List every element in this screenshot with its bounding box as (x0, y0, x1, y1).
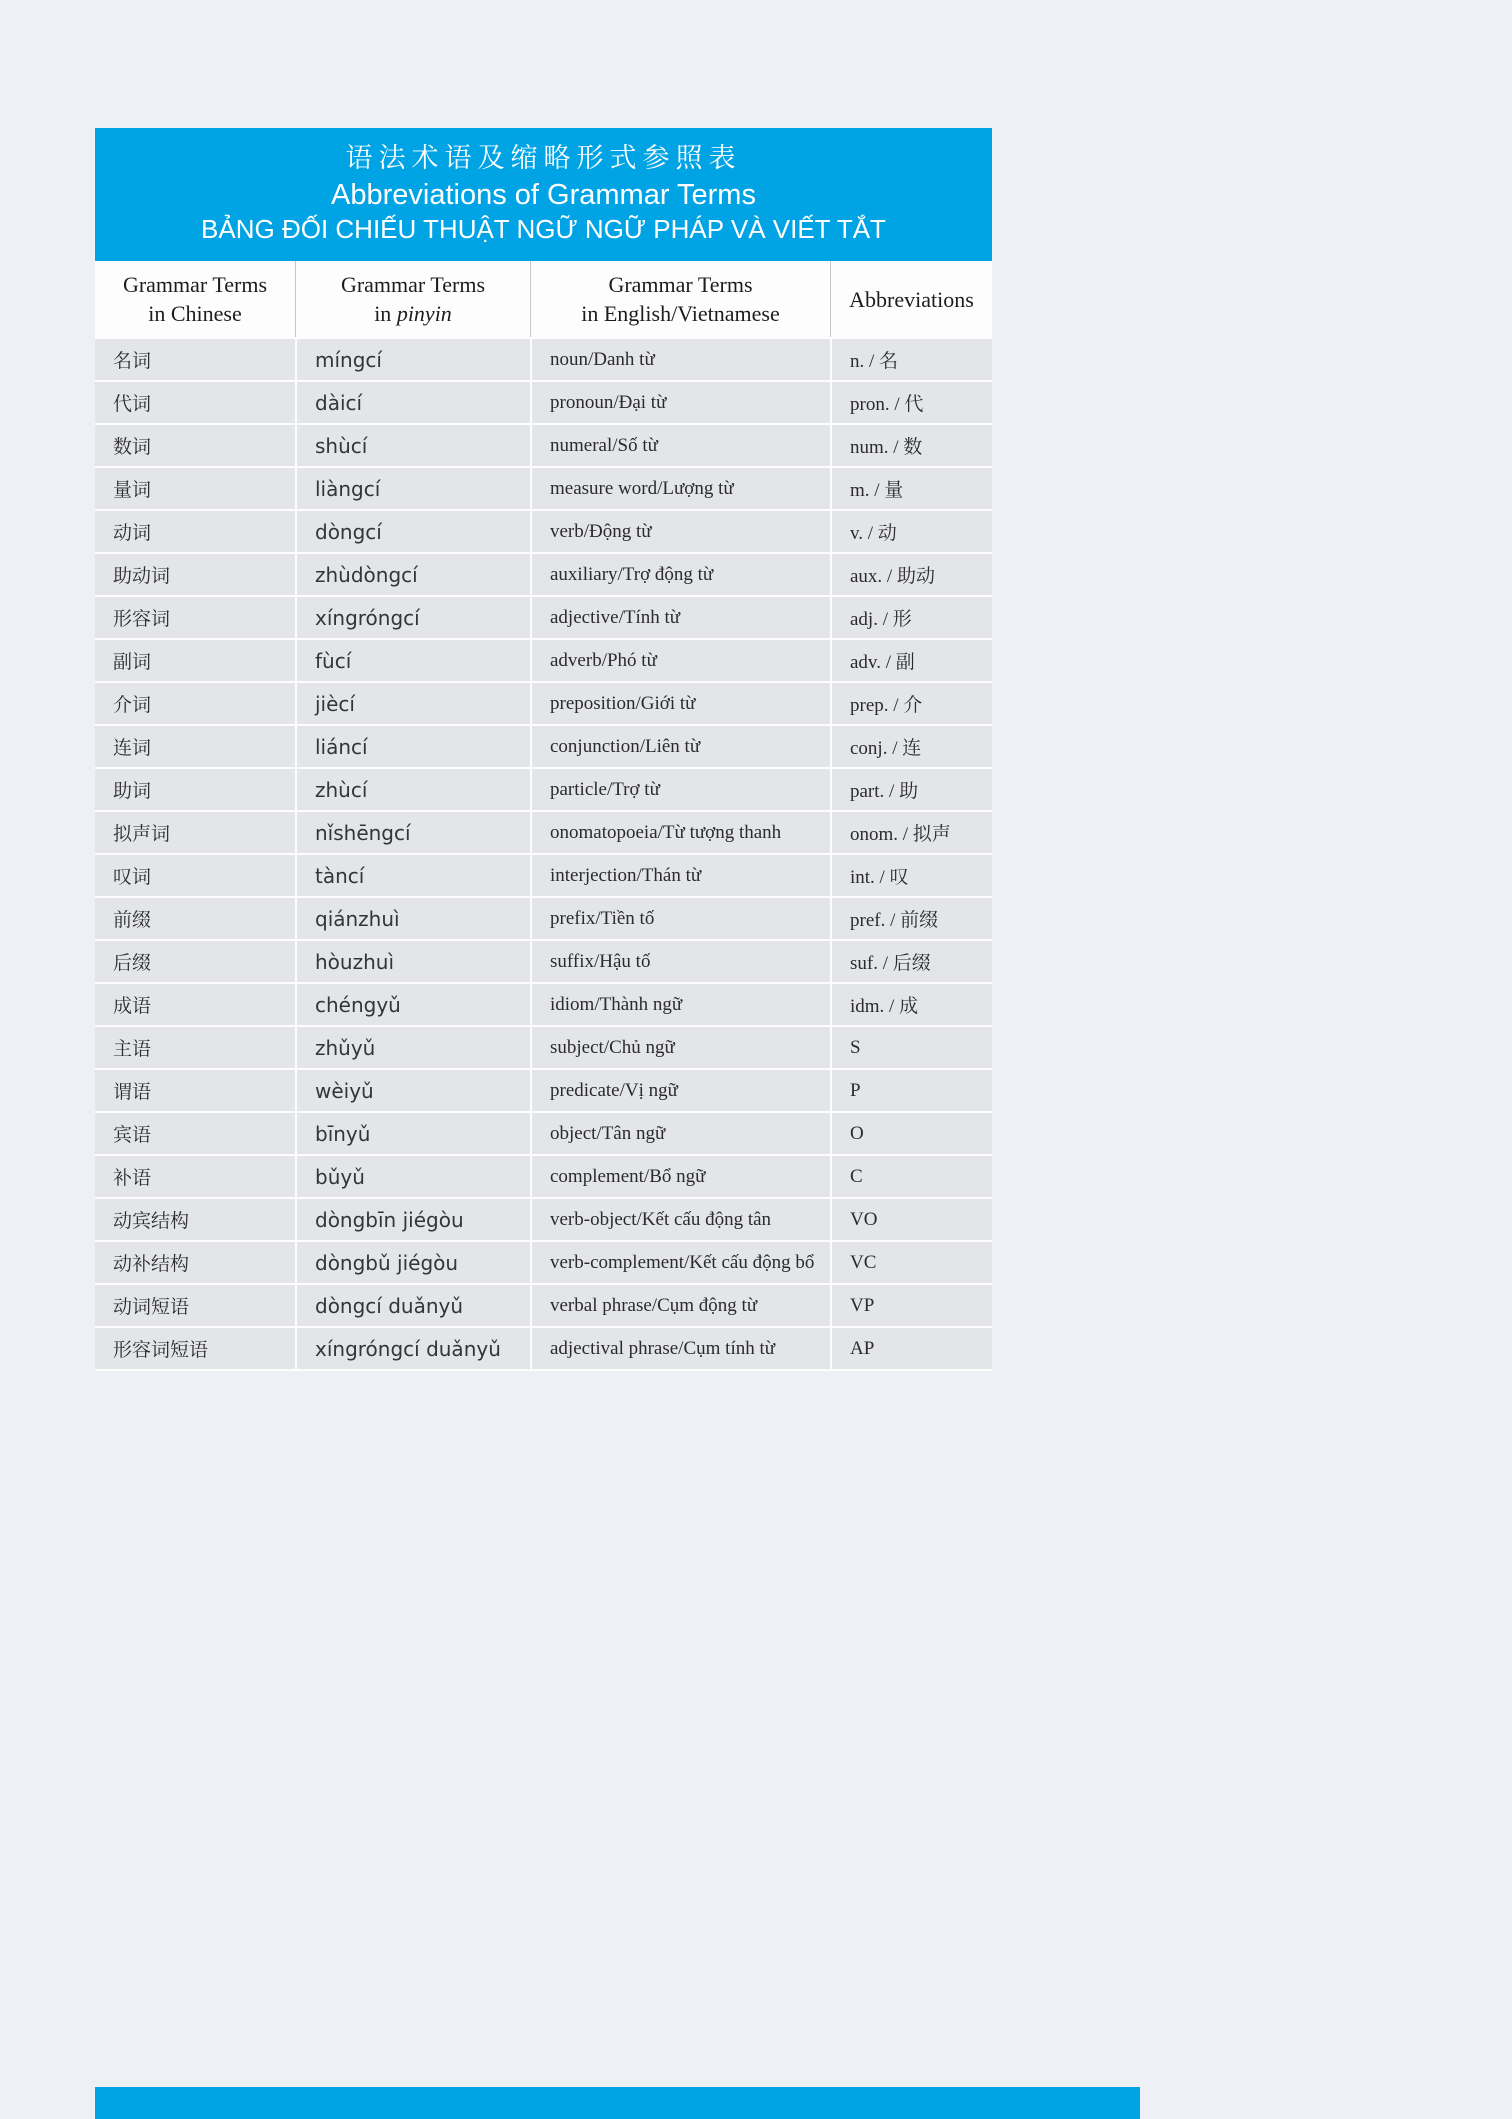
cell-english-vietnamese: idiom/Thành ngữ (530, 984, 830, 1025)
table-row (95, 468, 992, 509)
cell-english-vietnamese: verbal phrase/Cụm động từ (530, 1285, 830, 1326)
cell-abbreviation: O (830, 1113, 992, 1154)
cell-english-vietnamese: auxiliary/Trợ động từ (530, 554, 830, 595)
cell-abbreviation: S (830, 1027, 992, 1068)
cell-pinyin: zhǔyǔ (295, 1027, 530, 1068)
cell-abbreviation: C (830, 1156, 992, 1197)
cell-pinyin: jiècí (295, 683, 530, 724)
table-row (95, 812, 992, 853)
column-header-pinyin (295, 261, 530, 337)
cell-chinese: 副词 (95, 640, 295, 681)
cell-pinyin: fùcí (295, 640, 530, 681)
cell-english-vietnamese: subject/Chủ ngữ (530, 1027, 830, 1068)
column-header-line: Grammar Terms (340, 272, 486, 297)
cell-english-vietnamese: object/Tân ngữ (530, 1113, 830, 1154)
cell-english-vietnamese: onomatopoeia/Từ tượng thanh (530, 812, 830, 853)
cell-chinese: 动词 (95, 511, 295, 552)
cell-pinyin: zhùdòngcí (295, 554, 530, 595)
cell-chinese: 谓语 (95, 1070, 295, 1111)
column-header-chinese (95, 261, 295, 337)
cell-chinese: 补语 (95, 1156, 295, 1197)
cell-chinese: 动宾结构 (95, 1199, 295, 1240)
cell-abbreviation: pron. / 代 (830, 382, 992, 423)
cell-abbreviation: n. / 名 (830, 339, 992, 380)
cell-abbreviation: m. / 量 (830, 468, 992, 509)
table-row (95, 855, 992, 896)
table-row (95, 941, 992, 982)
column-headers (95, 261, 992, 337)
table-row (95, 640, 992, 681)
column-header-line: Grammar Terms (122, 272, 268, 297)
cell-english-vietnamese: verb-object/Kết cấu động tân (530, 1199, 830, 1240)
cell-chinese: 介词 (95, 683, 295, 724)
table-row (95, 769, 992, 810)
cell-chinese: 后缀 (95, 941, 295, 982)
table-row (95, 1199, 992, 1240)
cell-pinyin: nǐshēngcí (295, 812, 530, 853)
cell-chinese: 叹词 (95, 855, 295, 896)
table-title-banner (95, 128, 992, 261)
cell-english-vietnamese: adjective/Tính từ (530, 597, 830, 638)
cell-english-vietnamese: particle/Trợ từ (530, 769, 830, 810)
cell-chinese: 形容词短语 (95, 1328, 295, 1369)
cell-abbreviation: prep. / 介 (830, 683, 992, 724)
column-header-line: Abbreviations (849, 286, 974, 312)
cell-abbreviation: VP (830, 1285, 992, 1326)
table-title-vietnamese: BẢNG ĐỐI CHIẾU THUẬT NGỮ NGỮ PHÁP VÀ VIẾT TẮT (201, 214, 886, 244)
column-header-english-vietnamese (530, 261, 830, 337)
cell-pinyin: dòngbīn jiégòu (295, 1199, 530, 1240)
table-row (95, 1070, 992, 1111)
table-row (95, 1113, 992, 1154)
cell-pinyin: bǔyǔ (295, 1156, 530, 1197)
table-row (95, 1027, 992, 1068)
cell-english-vietnamese: verb/Động từ (530, 511, 830, 552)
cell-abbreviation: adv. / 副 (830, 640, 992, 681)
table-row (95, 898, 992, 939)
cell-abbreviation: AP (830, 1328, 992, 1369)
cell-chinese: 动补结构 (95, 1242, 295, 1283)
table-title-english: Abbreviations of Grammar Terms (331, 179, 756, 211)
column-header-line: Grammar Terms (608, 272, 753, 297)
cell-abbreviation: part. / 助 (830, 769, 992, 810)
cell-english-vietnamese: conjunction/Liên từ (530, 726, 830, 767)
cell-abbreviation: VO (830, 1199, 992, 1240)
cell-pinyin: dàicí (295, 382, 530, 423)
cell-chinese: 形容词 (95, 597, 295, 638)
cell-abbreviation: VC (830, 1242, 992, 1283)
cell-english-vietnamese: numeral/Số từ (530, 425, 830, 466)
cell-abbreviation: idm. / 成 (830, 984, 992, 1025)
cell-english-vietnamese: complement/Bổ ngữ (530, 1156, 830, 1197)
column-header-line: in English/Vietnamese (581, 301, 780, 326)
grammar-terms-table (95, 337, 992, 1371)
table-row (95, 554, 992, 595)
column-header-abbreviations (830, 261, 992, 337)
table-row (95, 425, 992, 466)
column-header-line: in Chinese (148, 301, 242, 326)
table-row (95, 1156, 992, 1197)
table-row (95, 683, 992, 724)
cell-abbreviation: P (830, 1070, 992, 1111)
cell-pinyin: wèiyǔ (295, 1070, 530, 1111)
cell-pinyin: míngcí (295, 339, 530, 380)
cell-abbreviation: num. / 数 (830, 425, 992, 466)
footer-band (95, 2087, 1140, 2119)
cell-pinyin: hòuzhuì (295, 941, 530, 982)
cell-chinese: 主语 (95, 1027, 295, 1068)
cell-english-vietnamese: verb-complement/Kết cấu động bổ (530, 1242, 830, 1283)
cell-chinese: 连词 (95, 726, 295, 767)
cell-pinyin: dòngcí duǎnyǔ (295, 1285, 530, 1326)
cell-chinese: 前缀 (95, 898, 295, 939)
table-row (95, 339, 992, 380)
cell-pinyin: xíngróngcí duǎnyǔ (295, 1328, 530, 1369)
cell-pinyin: qiánzhuì (295, 898, 530, 939)
cell-english-vietnamese: adverb/Phó từ (530, 640, 830, 681)
table-body (95, 339, 992, 1369)
table-row (95, 1285, 992, 1326)
cell-english-vietnamese: prefix/Tiền tố (530, 898, 830, 939)
cell-chinese: 数词 (95, 425, 295, 466)
cell-pinyin: xíngróngcí (295, 597, 530, 638)
cell-abbreviation: conj. / 连 (830, 726, 992, 767)
cell-pinyin: dòngcí (295, 511, 530, 552)
cell-abbreviation: pref. / 前缀 (830, 898, 992, 939)
cell-chinese: 名词 (95, 339, 295, 380)
cell-chinese: 成语 (95, 984, 295, 1025)
cell-abbreviation: int. / 叹 (830, 855, 992, 896)
table-row (95, 511, 992, 552)
cell-chinese: 动词短语 (95, 1285, 295, 1326)
table-row (95, 726, 992, 767)
cell-pinyin: bīnyǔ (295, 1113, 530, 1154)
cell-chinese: 宾语 (95, 1113, 295, 1154)
cell-pinyin: liàngcí (295, 468, 530, 509)
cell-abbreviation: aux. / 助动 (830, 554, 992, 595)
table-row (95, 382, 992, 423)
table-row (95, 984, 992, 1025)
table-row (95, 597, 992, 638)
cell-abbreviation: onom. / 拟声 (830, 812, 992, 853)
grammar-terms-sheet (95, 128, 992, 1371)
cell-english-vietnamese: noun/Danh từ (530, 339, 830, 380)
cell-english-vietnamese: preposition/Giới từ (530, 683, 830, 724)
cell-chinese: 拟声词 (95, 812, 295, 853)
cell-english-vietnamese: pronoun/Đại từ (530, 382, 830, 423)
cell-pinyin: shùcí (295, 425, 530, 466)
table-row (95, 1328, 992, 1369)
cell-pinyin: tàncí (295, 855, 530, 896)
column-header-line: in pinyin (374, 301, 452, 326)
cell-chinese: 助词 (95, 769, 295, 810)
cell-english-vietnamese: suffix/Hậu tố (530, 941, 830, 982)
table-title-chinese: 语法术语及缩略形式参照表 (345, 143, 742, 173)
cell-pinyin: zhùcí (295, 769, 530, 810)
cell-chinese: 量词 (95, 468, 295, 509)
cell-pinyin: chéngyǔ (295, 984, 530, 1025)
cell-pinyin: dòngbǔ jiégòu (295, 1242, 530, 1283)
cell-english-vietnamese: adjectival phrase/Cụm tính từ (530, 1328, 830, 1369)
cell-chinese: 代词 (95, 382, 295, 423)
cell-english-vietnamese: predicate/Vị ngữ (530, 1070, 830, 1111)
cell-abbreviation: v. / 动 (830, 511, 992, 552)
cell-abbreviation: adj. / 形 (830, 597, 992, 638)
cell-chinese: 助动词 (95, 554, 295, 595)
cell-english-vietnamese: interjection/Thán từ (530, 855, 830, 896)
cell-pinyin: liáncí (295, 726, 530, 767)
table-row (95, 1242, 992, 1283)
cell-english-vietnamese: measure word/Lượng từ (530, 468, 830, 509)
cell-abbreviation: suf. / 后缀 (830, 941, 992, 982)
